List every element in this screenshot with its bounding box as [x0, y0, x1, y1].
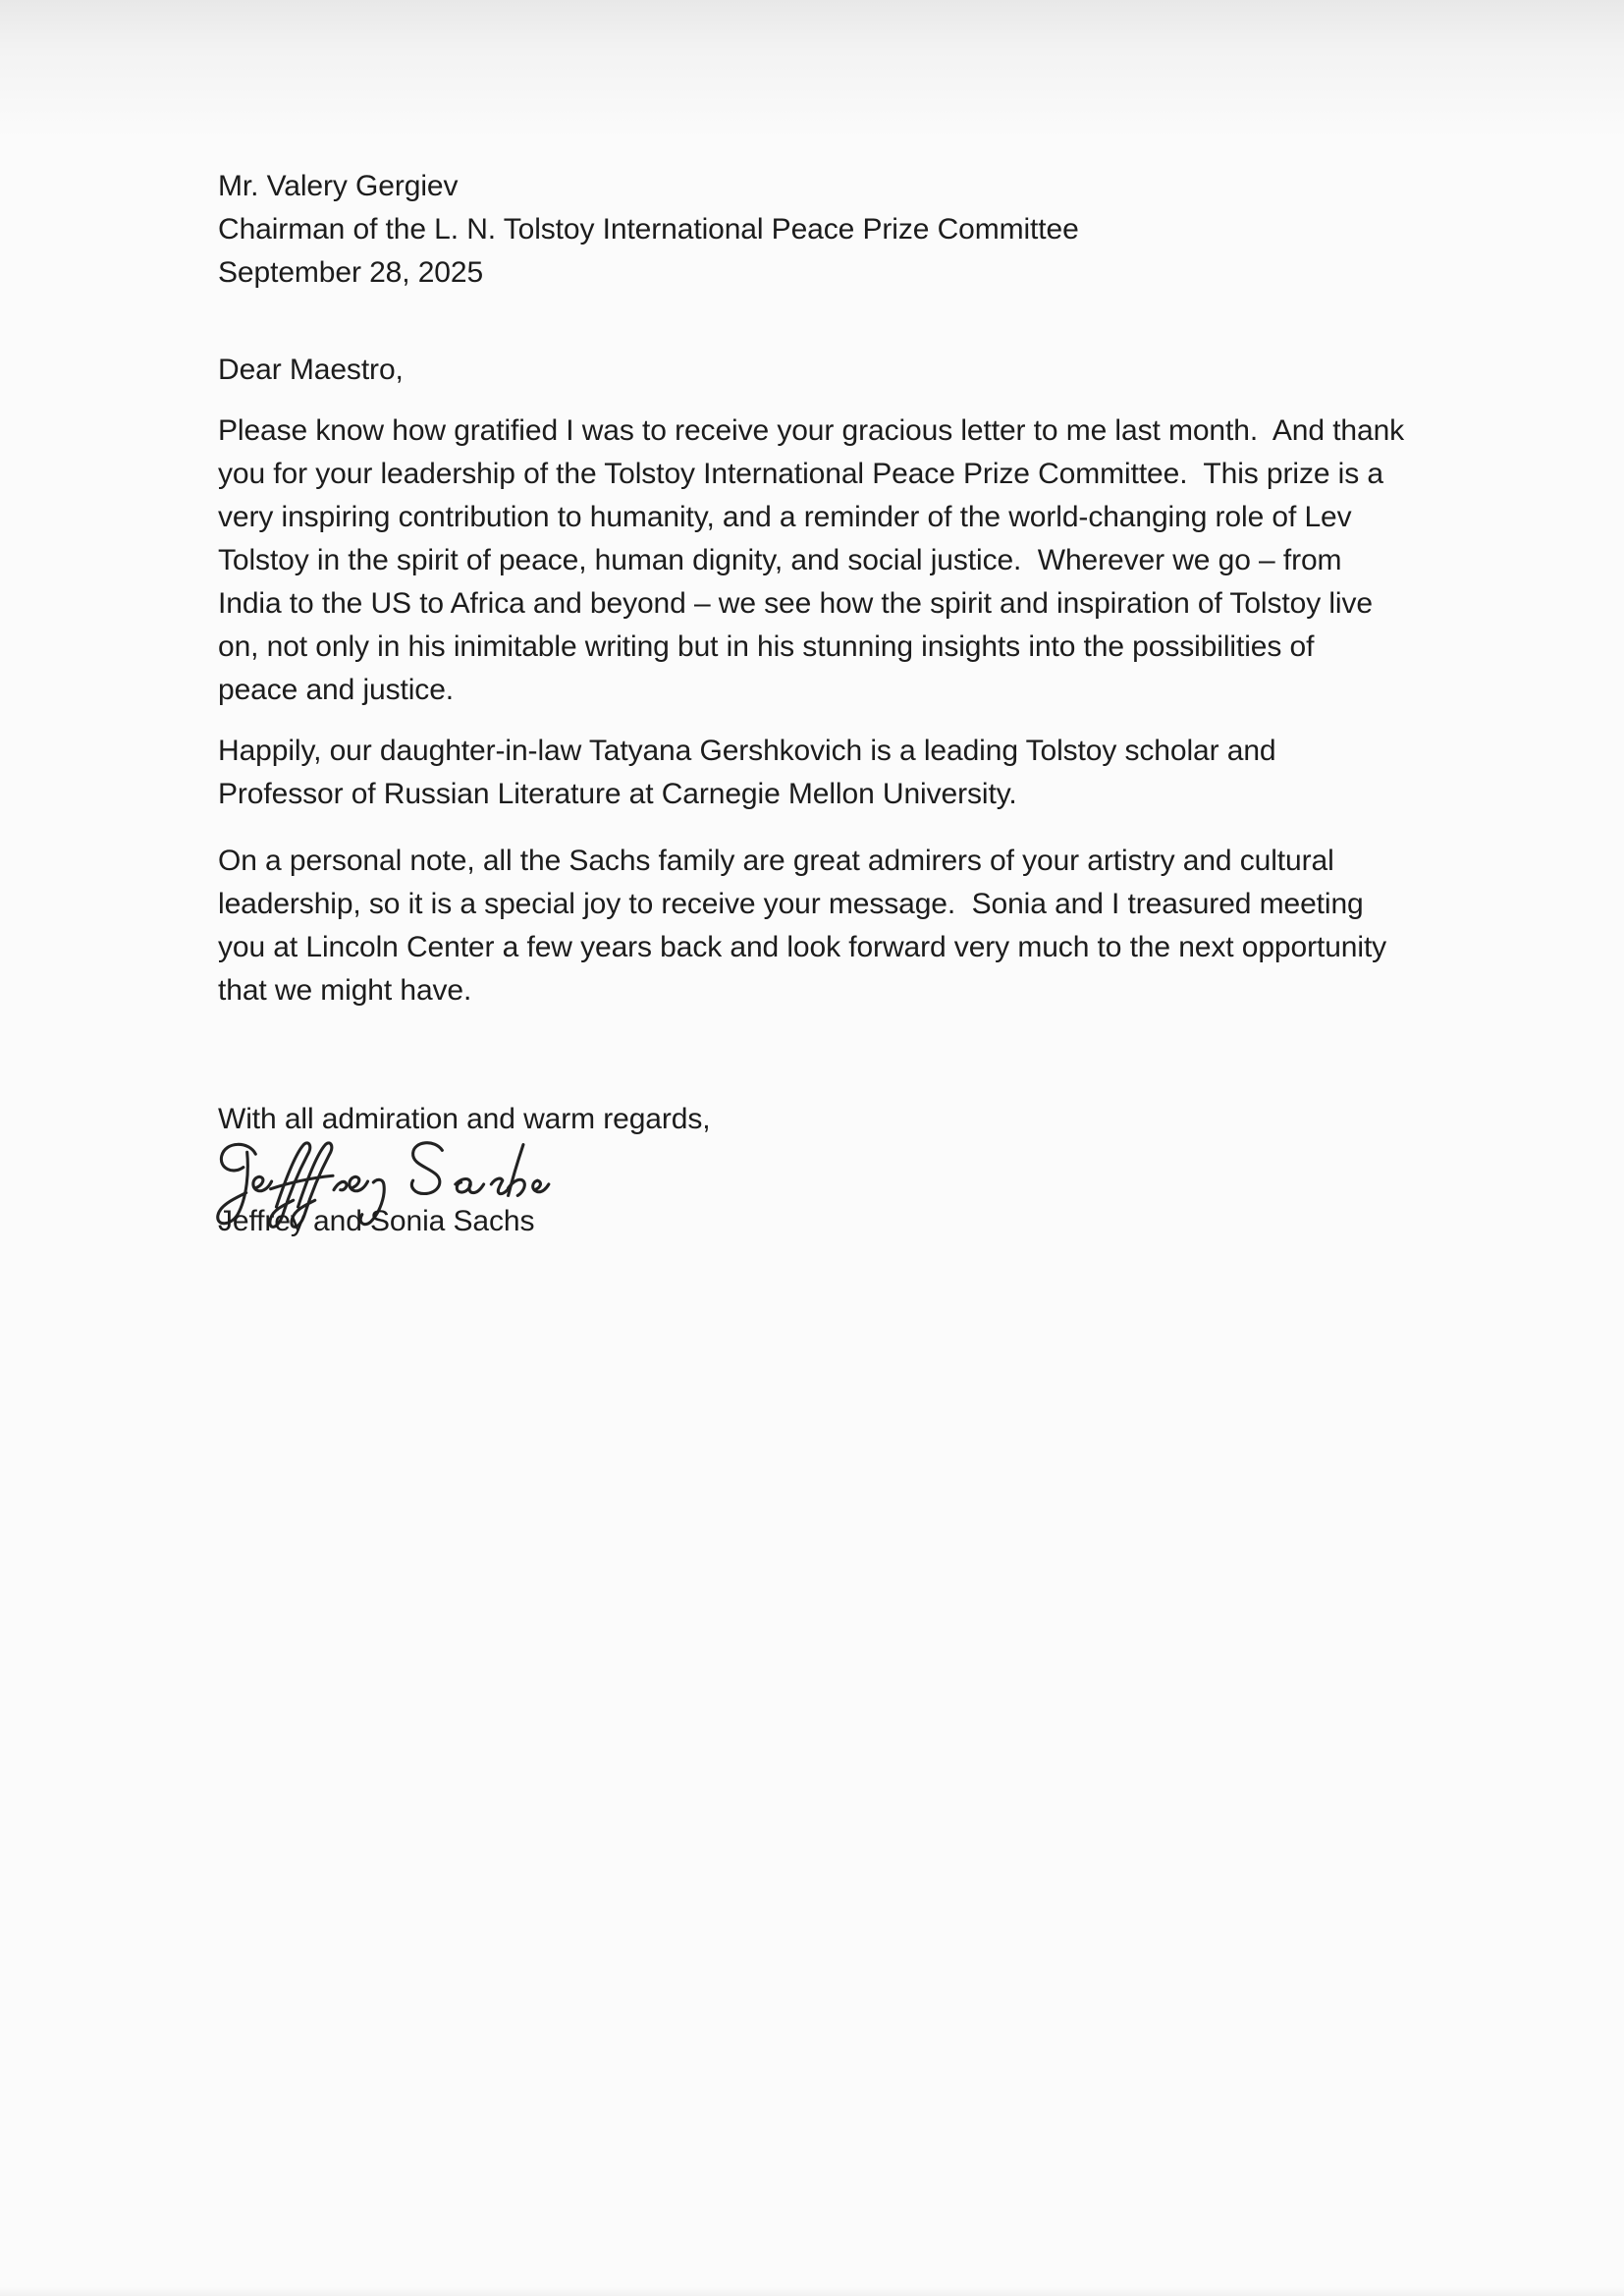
body-line: Please know how gratified I was to receive your gracious letter to me last month. And thank: [218, 414, 1405, 447]
closing-line: With all admiration and warm regards,: [218, 1103, 711, 1135]
signature-name: Jeffrey and Sonia Sachs: [218, 1205, 535, 1237]
body-line: Happily, our daughter-in-law Tatyana Gershkovich is a leading Tolstoy scholar and: [218, 735, 1276, 767]
body-line: Tolstoy in the spirit of peace, human dignity, and social justice. Wherever we go – from: [218, 544, 1342, 576]
letter-header: [218, 165, 1624, 295]
body-line: on, not only in his inimitable writing but in his stunning insights into the possibilities of: [218, 630, 1315, 663]
recipient-name: Mr. Valery Gergiev: [218, 170, 459, 202]
body-line: very inspiring contribution to humanity, and a reminder of the world-changing role of Lev: [218, 501, 1352, 533]
handwritten-signature-icon: [218, 1135, 1624, 1200]
body-line: you for your leadership of the Tolstoy International Peace Prize Committee. This prize is a: [218, 458, 1383, 490]
body-line: you at Lincoln Center a few years back and look forward very much to the next opportunity: [218, 931, 1387, 963]
paragraph-3: [218, 840, 1624, 1012]
paragraph-1: [218, 410, 1624, 712]
paragraph-2: [218, 730, 1624, 816]
salutation: Dear Maestro,: [218, 354, 404, 386]
recipient-title: Chairman of the L. N. Tolstoy International Peace Prize Committee: [218, 213, 1079, 246]
body-line: peace and justice.: [218, 674, 455, 706]
body-line: On a personal note, all the Sachs family are great admirers of your artistry and cultural: [218, 845, 1334, 877]
body-line: leadership, so it is a special joy to receive your message. Sonia and I treasured meeting: [218, 888, 1364, 920]
letter-date: September 28, 2025: [218, 256, 484, 289]
body-line: India to the US to Africa and beyond – we see how the spirit and inspiration of Tolstoy live: [218, 587, 1373, 620]
body-line: Professor of Russian Literature at Carnegie Mellon University.: [218, 778, 1017, 810]
body-line: that we might have.: [218, 974, 472, 1007]
